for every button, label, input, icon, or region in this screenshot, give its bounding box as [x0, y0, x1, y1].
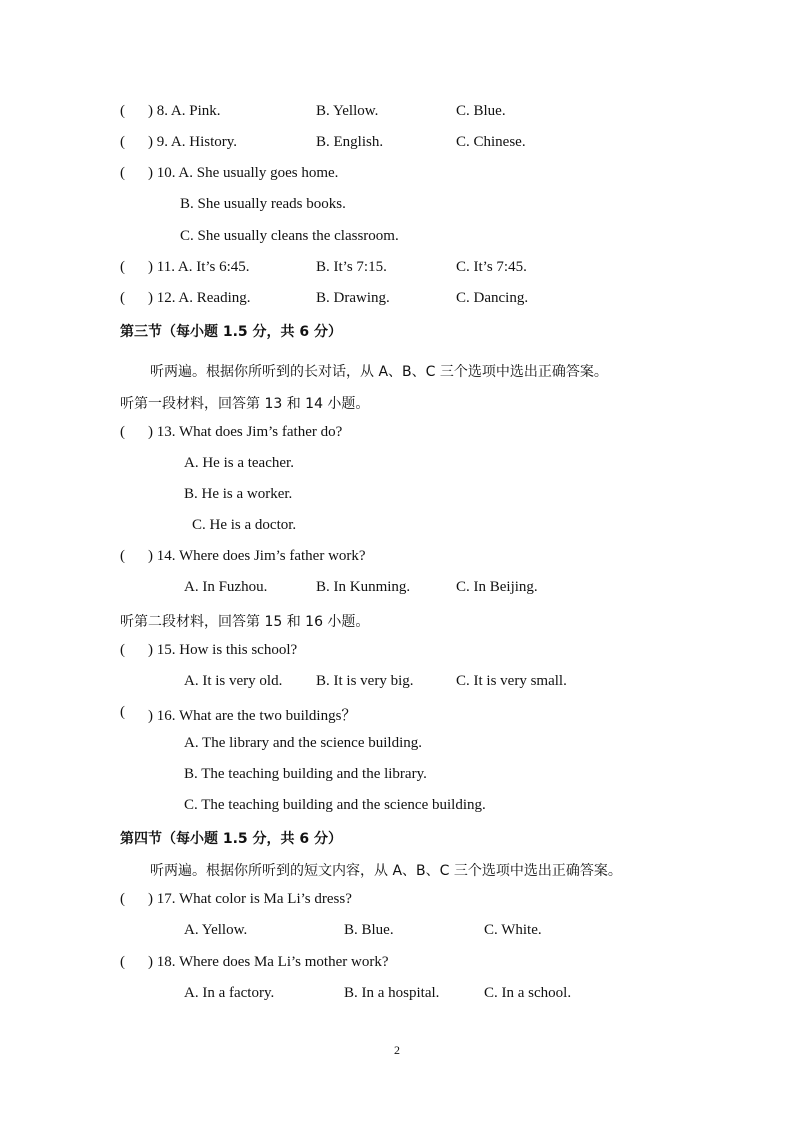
section-4-heading: 第四节（每小题 1.5 分，共 6 分）: [120, 831, 343, 847]
question-13-stem: ) 13. What does Jim’s father do?: [148, 424, 343, 440]
question-15-option-c: C. It is very small.: [456, 673, 567, 689]
question-18-option-b: B. In a hospital.: [344, 985, 440, 1001]
question-8-option-c: C. Blue.: [456, 103, 506, 119]
question-18-option-a: A. In a factory.: [184, 985, 275, 1001]
question-15-option-a: A. It is very old.: [184, 673, 283, 689]
answer-blank-open[interactable]: (: [120, 134, 125, 150]
question-9-option-b: B. English.: [316, 134, 384, 150]
question-12-stem: ) 12. A. Reading.: [148, 290, 251, 306]
question-15-stem: ) 15. How is this school?: [148, 642, 298, 658]
question-13-option-a: A. He is a teacher.: [184, 455, 294, 471]
section-3-instruction: 听两遍。根据你所听到的长对话，从 A、B、C 三个选项中选出正确答案。: [150, 364, 608, 380]
answer-blank-open[interactable]: (: [120, 165, 125, 181]
question-17-option-b: B. Blue.: [344, 922, 394, 938]
question-13-option-b: B. He is a worker.: [184, 486, 293, 502]
question-14-option-a: A. In Fuzhou.: [184, 579, 268, 595]
answer-blank-open[interactable]: (: [120, 548, 125, 564]
question-16-stem: ) 16. What are the two buildings？: [148, 708, 357, 724]
question-11-stem: ) 11. A. It’s 6:45.: [148, 259, 250, 275]
section-4-instruction: 听两遍。根据你所听到的短文内容，从 A、B、C 三个选项中选出正确答案。: [150, 863, 622, 879]
answer-blank-open[interactable]: (: [120, 954, 125, 970]
question-9-option-c: C. Chinese.: [456, 134, 526, 150]
question-16-option-b: B. The teaching building and the library.: [184, 766, 427, 782]
question-17-option-c: C. White.: [484, 922, 542, 938]
section-3-part-1: 听第一段材料，回答第 13 和 14 小题。: [120, 396, 370, 412]
section-3-part-2: 听第二段材料，回答第 15 和 16 小题。: [120, 614, 370, 630]
answer-blank-open[interactable]: (: [120, 891, 125, 907]
question-17-option-a: A. Yellow.: [184, 922, 248, 938]
question-10-option-c: C. She usually cleans the classroom.: [180, 228, 399, 244]
answer-blank-open[interactable]: (: [120, 704, 125, 720]
question-8-stem: ) 8. A. Pink.: [148, 103, 221, 119]
question-15-option-b: B. It is very big.: [316, 673, 414, 689]
question-9-stem: ) 9. A. History.: [148, 134, 238, 150]
answer-blank-open[interactable]: (: [120, 259, 125, 275]
answer-blank-open[interactable]: (: [120, 103, 125, 119]
page-number: 2: [394, 1043, 400, 1057]
question-14-option-b: B. In Kunming.: [316, 579, 411, 595]
answer-blank-open[interactable]: (: [120, 290, 125, 306]
question-14-option-c: C. In Beijing.: [456, 579, 538, 595]
question-16-option-c: C. The teaching building and the science building.: [184, 797, 486, 813]
question-18-stem: ) 18. Where does Ma Li’s mother work?: [148, 954, 389, 970]
question-10-option-b: B. She usually reads books.: [180, 196, 346, 212]
question-13-option-c: C. He is a doctor.: [192, 517, 297, 533]
question-18-option-c: C. In a school.: [484, 985, 572, 1001]
question-11-option-b: B. It’s 7:15.: [316, 259, 387, 275]
answer-blank-open[interactable]: (: [120, 642, 125, 658]
question-14-stem: ) 14. Where does Jim’s father work?: [148, 548, 366, 564]
question-12-option-c: C. Dancing.: [456, 290, 529, 306]
answer-blank-open[interactable]: (: [120, 424, 125, 440]
question-17-stem: ) 17. What color is Ma Li’s dress?: [148, 891, 352, 907]
question-10-stem: ) 10. A. She usually goes home.: [148, 165, 339, 181]
question-12-option-b: B. Drawing.: [316, 290, 390, 306]
question-8-option-b: B. Yellow.: [316, 103, 379, 119]
section-3-heading: 第三节（每小题 1.5 分，共 6 分）: [120, 324, 343, 340]
question-16-option-a: A. The library and the science building.: [184, 735, 422, 751]
question-11-option-c: C. It’s 7:45.: [456, 259, 527, 275]
